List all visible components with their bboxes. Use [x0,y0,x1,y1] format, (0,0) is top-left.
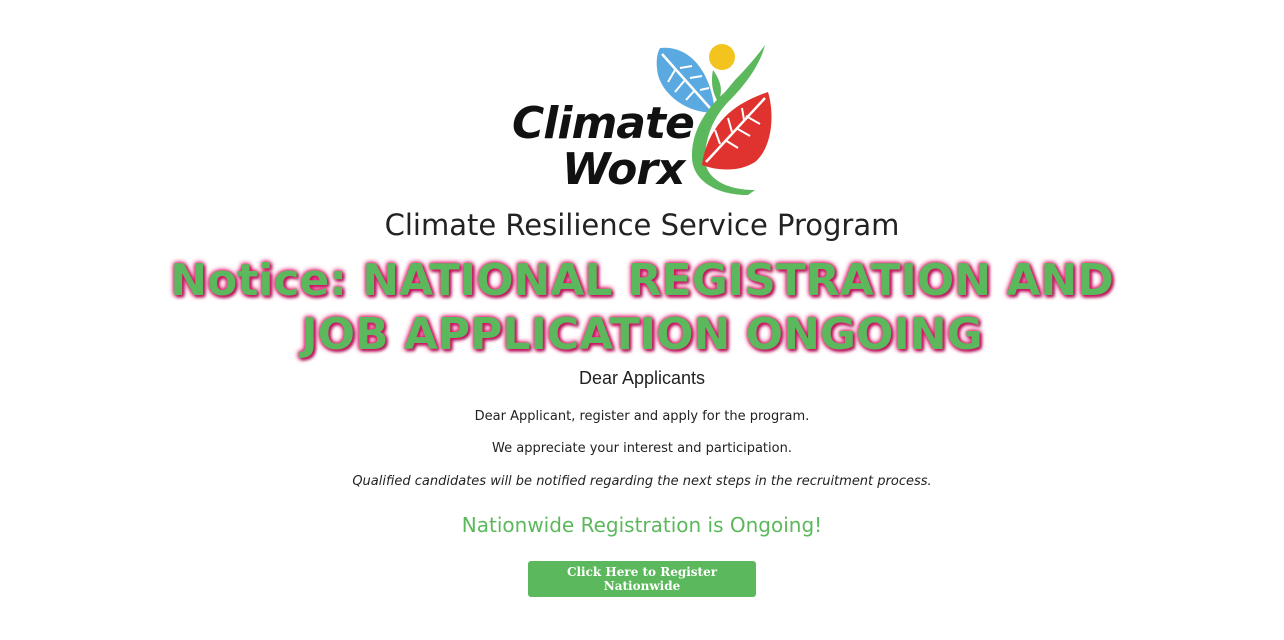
climate-worx-logo [510,40,780,195]
register-nationwide-button[interactable]: Click Here to Register Nationwide [528,561,756,597]
logo-text-climate: Climate [512,98,694,149]
paragraph-appreciation: We appreciate your interest and participation. [492,441,792,456]
paragraph-register: Dear Applicant, register and apply for the program. [474,409,810,424]
notice-heading: Notice: NATIONAL REGISTRATION AND JOB APPLICATION ONGOING [170,255,1114,360]
salutation: Dear Applicants [578,368,706,388]
program-title: Climate Resilience Service Program [384,208,900,242]
paragraph-qualified-candidates: Qualified candidates will be notified regarding the next steps in the recruitment process. [352,474,932,489]
registration-ongoing-heading: Nationwide Registration is Ongoing! [461,513,823,537]
logo-text-worx: Worx [562,144,685,195]
